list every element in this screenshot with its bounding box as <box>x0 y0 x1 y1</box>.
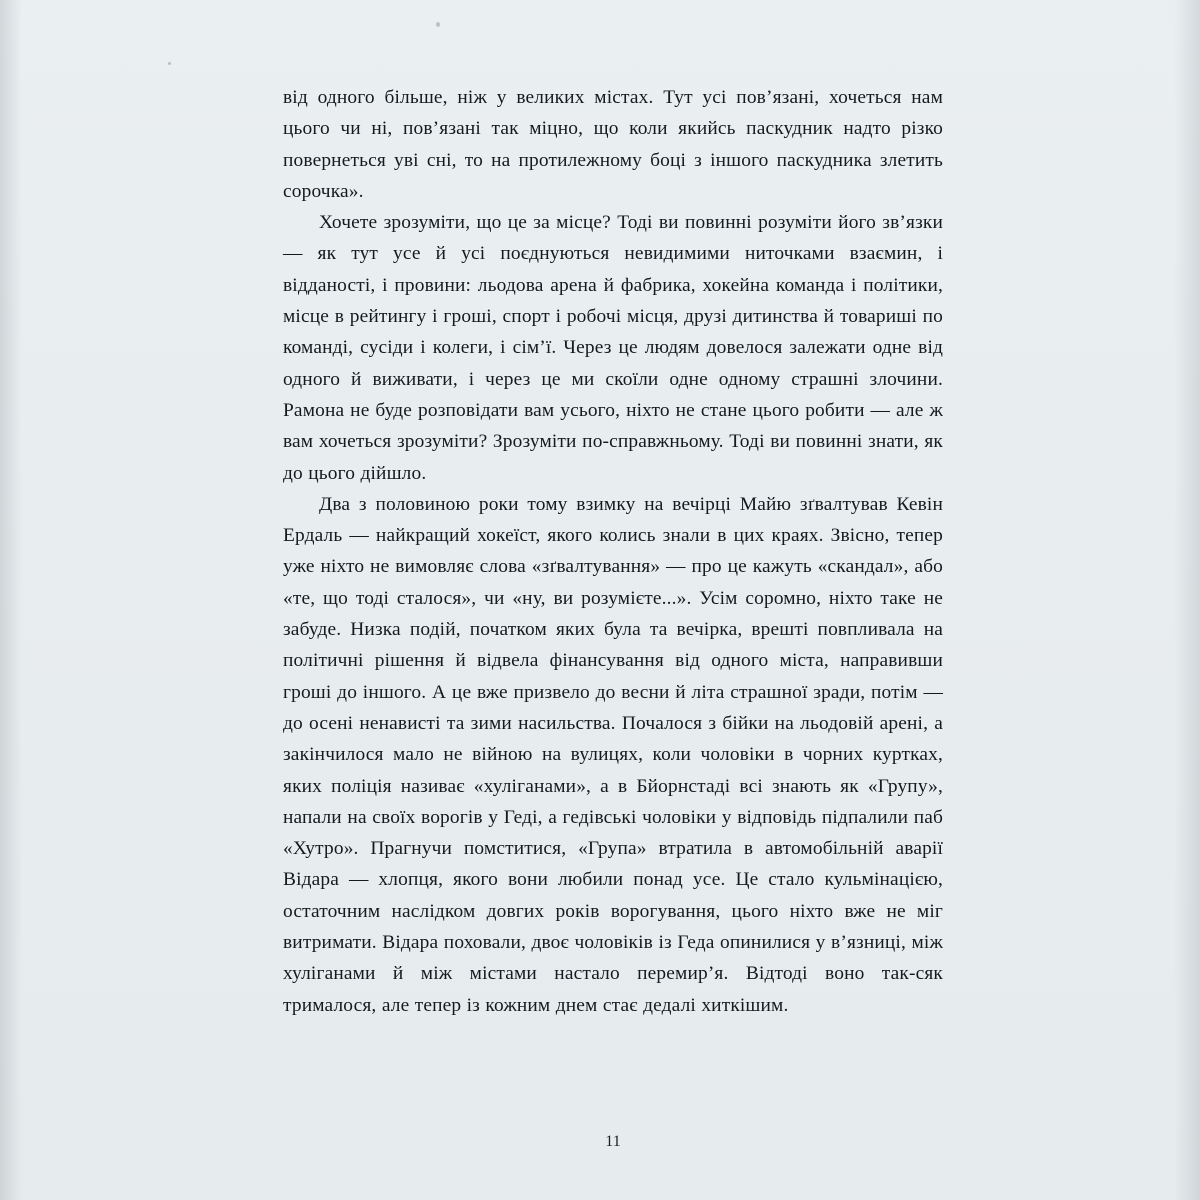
page-speck <box>436 22 440 27</box>
page-number: 11 <box>605 1133 621 1150</box>
paragraph: від одного більше, ніж у великих містах. Тут усі пов’язані, хочеться нам цього чи ні, пов’язані так міцно, що коли якийсь паскудник надто різко повернеться уві сні, то на протилежному боці з іншого паскудника злетить сорочка». <box>283 87 943 202</box>
body-text-column <box>283 82 943 1021</box>
paragraph: Хочете зрозуміти, що це за місце? Тоді ви повинні розуміти його зв’язки — як тут усе й усі поєднуються невидимими ниточками взаємин, і відданості, і провини: льодова арена й фабрика, хокейна команда і політики, місце в рейтингу і гроші, спорт і робочі місця, друзі дитинства й товариші по команді, сусіди і колеги, і сім’ї. Через це людям довелося залежати одне від одного й виживати, і через це ми скоїли одне одному страшні злочини. Рамона не буде розповідати вам усього, ніхто не стане цього робити — але ж вам хочеться зрозуміти? Зрозуміти по-справжньому. Тоді ви повинні знати, як до цього дійшло. <box>283 212 943 484</box>
paragraph: Два з половиною роки тому взимку на вечірці Майю зґвалтував Кевін Ердаль — найкращий хокеїст, якого колись знали в цих краях. Звісно, тепер уже ніхто не вимовляє слова «зґвалтування» — про це кажуть «скандал», або «те, що тоді сталося», чи «ну, ви розумієте...». Усім соромно, ніхто таке не забуде. Низка подій, початком яких була та вечірка, врешті повпливала на політичні рішення й відвела фінансування від одного міста, направивши гроші до іншого. А це вже призвело до весни й літа страшної зради, потім — до осені ненависті та зими насильства. Почалося з бійки на льодовій арені, а закінчилося мало не війною на вулицях, коли чоловіки в чорних куртках, яких поліція називає «хуліганами», а в Бйорнстаді всі знають як «Групу», напали на своїх ворогів у Геді, а гедівські чоловіки у відповідь підпалили паб «Хутро». Прагнучи помститися, «Група» втратила в автомобільній аварії Відара — хлопця, якого вони любили понад усе. Це стало кульмінацією, остаточним наслідком довгих років ворогування, цього ніхто вже не міг витримати. Відара поховали, двоє чоловіків із Геда опинилися у в’язниці, між хуліганами й між містами настало перемир’я. Відтоді воно так-сяк трималося, але тепер із кожним днем стає дедалі хиткішим. <box>283 493 943 1016</box>
page-speck <box>168 62 171 65</box>
